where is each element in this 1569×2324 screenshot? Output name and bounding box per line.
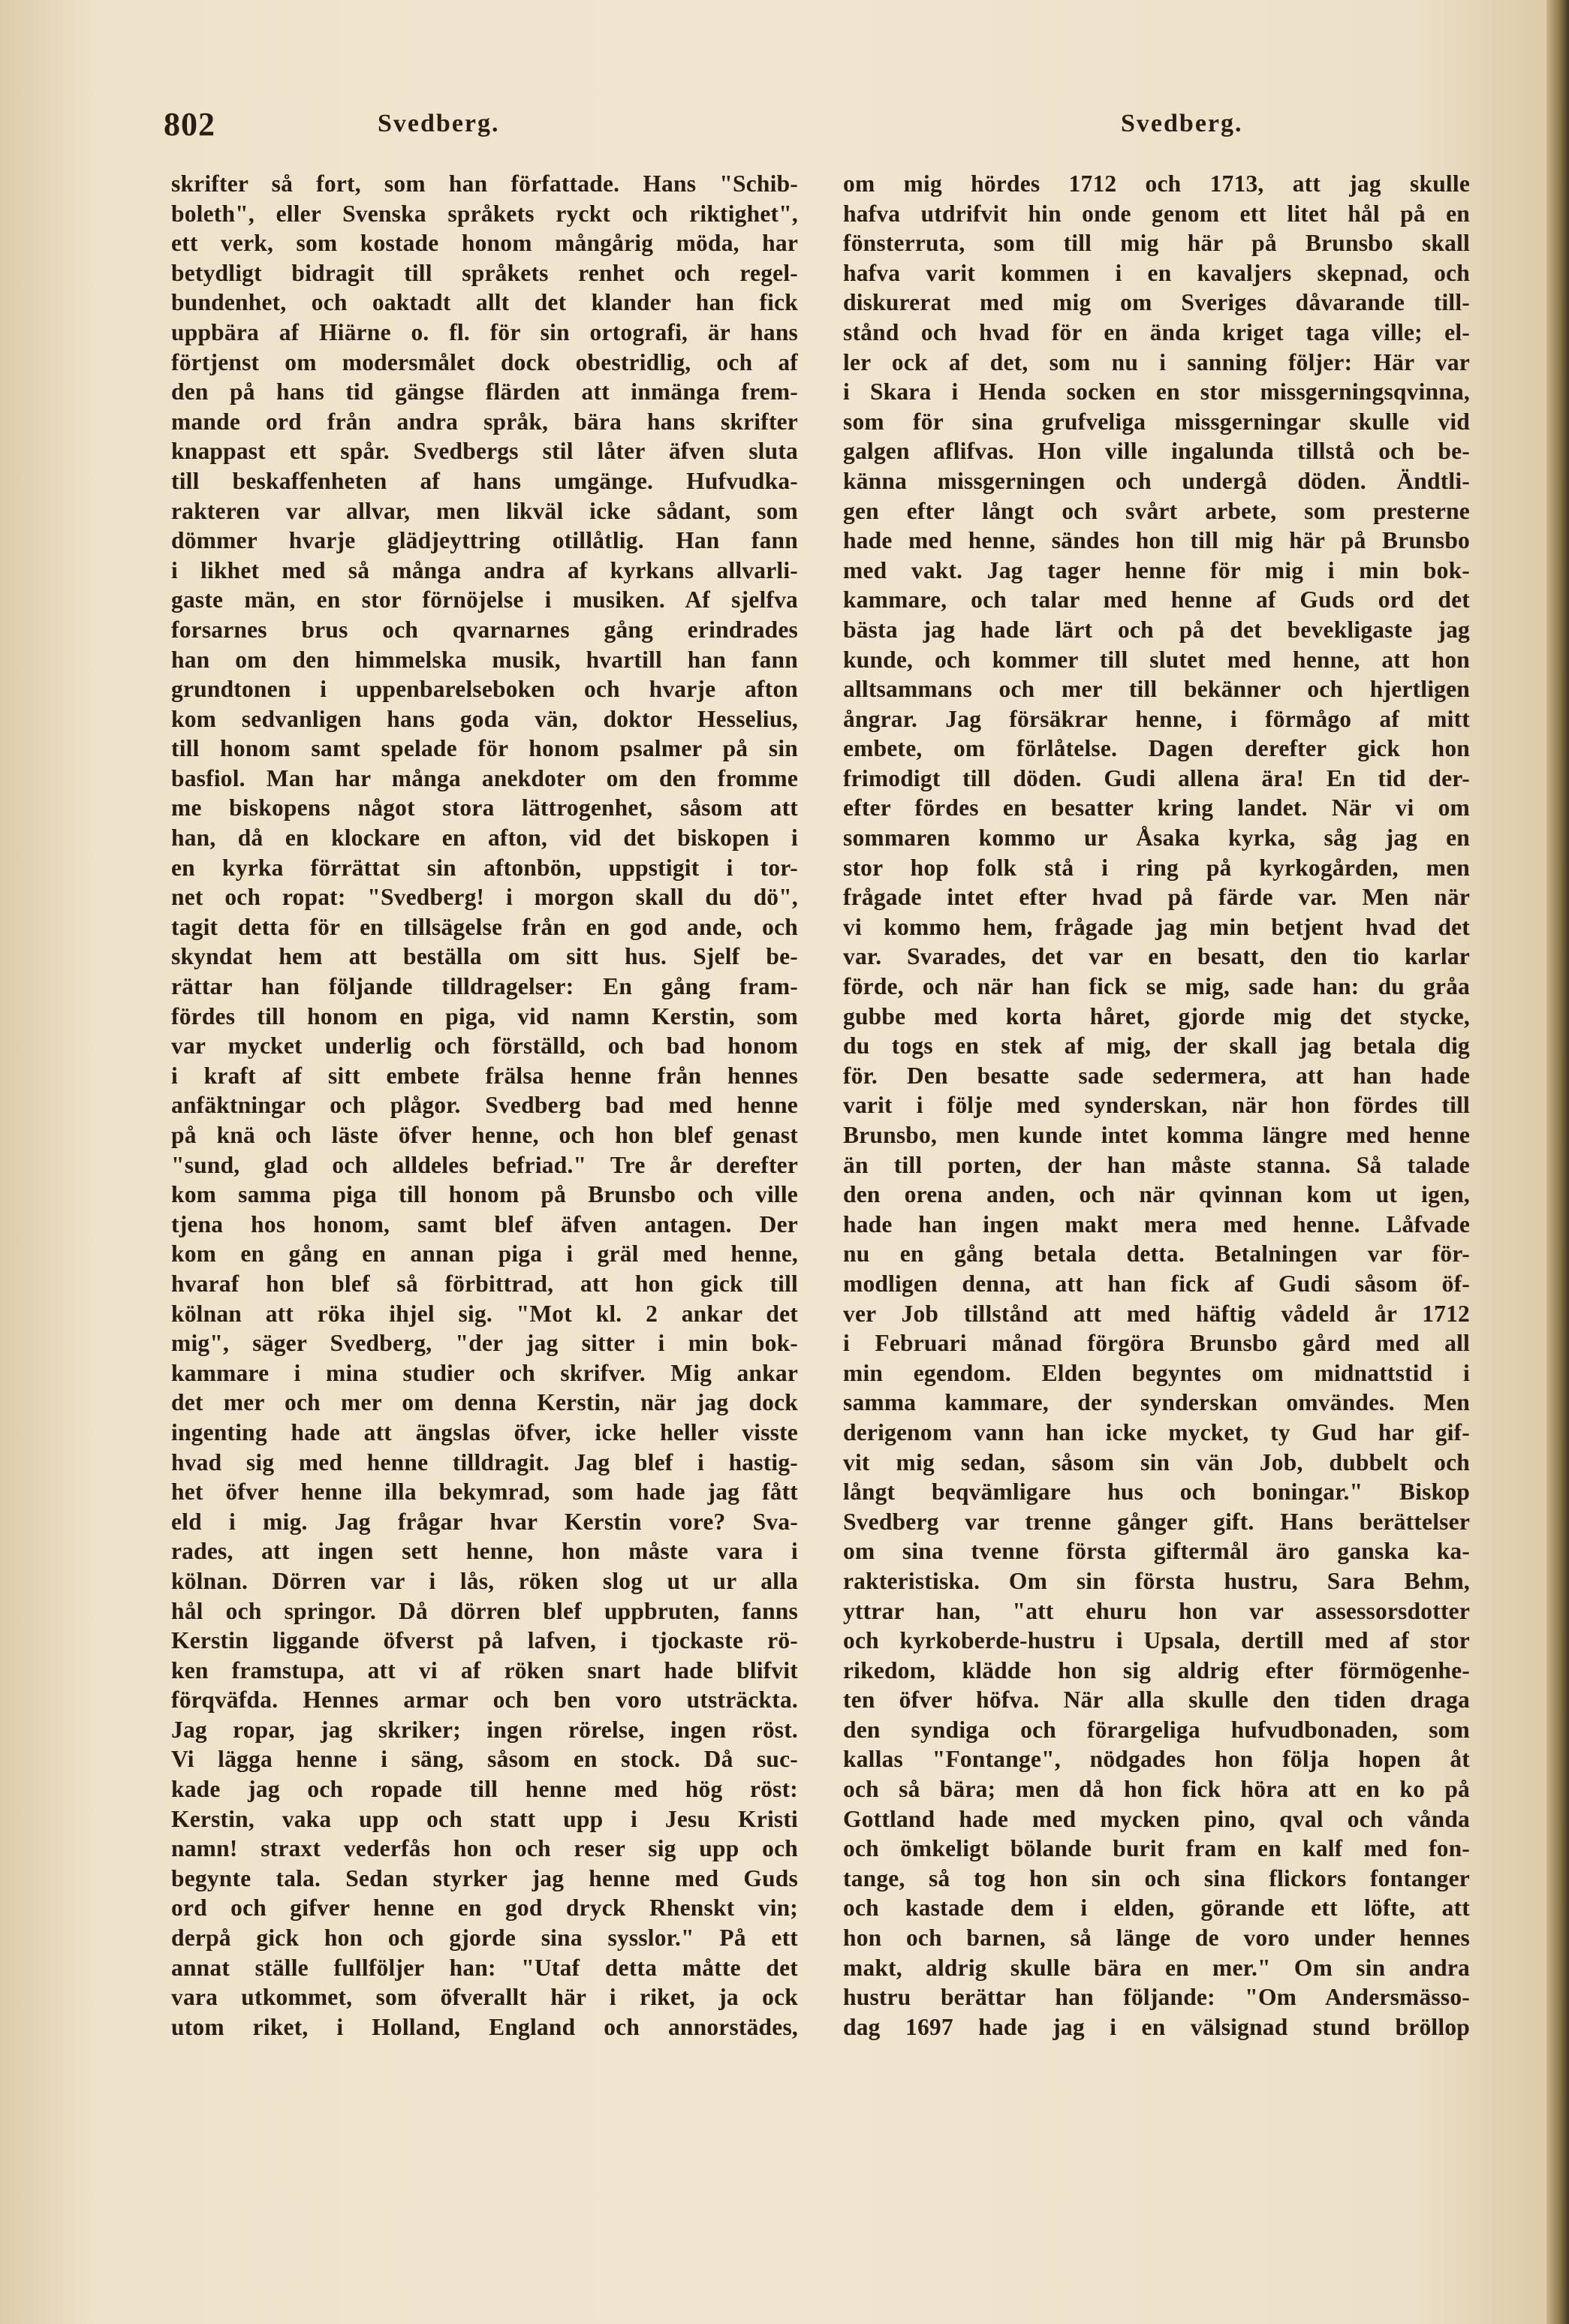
text-line: hustru berättar han följande: "Om Andersmässo- bbox=[843, 1984, 1470, 2011]
text-line: het öfver henne illa bekymrad, som hade jag fått bbox=[171, 1478, 798, 1506]
text-line: samma kammare, der synderskan omvändes. Men bbox=[843, 1389, 1470, 1416]
text-line: om mig hördes 1712 och 1713, att jag skulle bbox=[843, 170, 1470, 197]
text-line: frimodigt till döden. Gudi allena ära! En tid der- bbox=[843, 764, 1470, 791]
text-line: Brunsbo, men kunde intet komma längre med henne bbox=[843, 1122, 1470, 1148]
text-line: och kastade dem i elden, görande ett löfte, att bbox=[843, 1894, 1470, 1922]
text-line: modligen denna, att han fick af Gudi såsom öf- bbox=[843, 1270, 1470, 1297]
text-line: rakteren var allvar, men likväl icke sådant, som bbox=[171, 497, 798, 524]
text-line: långt beqvämligare hus och boningar." Biskop bbox=[843, 1478, 1470, 1506]
text-line: var mycket underlig och förställd, och bad honom bbox=[171, 1032, 798, 1060]
text-line: derigenom vann han icke mycket, ty Gud har gif- bbox=[843, 1418, 1470, 1445]
text-line: anfäktningar och plågor. Svedberg bad med henne bbox=[171, 1092, 798, 1119]
text-line: dömmer hvarje glädjeyttring otillåtlig. Han fann bbox=[171, 527, 798, 554]
text-line: vit mig sedan, såsom sin vän Job, dubbelt och bbox=[843, 1448, 1470, 1475]
text-line: ett verk, som kostade honom mångårig möda, har bbox=[171, 230, 798, 257]
text-line: i likhet med så många andra af kyrkans allvarli- bbox=[171, 556, 798, 583]
right-text-column bbox=[843, 169, 1470, 2042]
text-line: knappast ett spår. Svedbergs stil låter äfven sluta bbox=[171, 438, 798, 465]
text-line: rikedom, klädde hon sig aldrig efter förmögenhe- bbox=[843, 1656, 1470, 1683]
text-line: Gottland hade med mycken pino, qval och vånda bbox=[843, 1805, 1470, 1832]
text-line: kom samma piga till honom på Brunsbo och ville bbox=[171, 1181, 798, 1208]
text-line: med vakt. Jag tager henne för mig i min bok- bbox=[843, 556, 1470, 583]
text-line: eld i mig. Jag frågar hvar Kerstin vore? Sva- bbox=[171, 1508, 798, 1535]
text-line: hål och springor. Då dörren blef uppbruten, fanns bbox=[171, 1597, 798, 1624]
text-line: stor hop folk stå i ring på kyrkogården, men bbox=[843, 854, 1470, 881]
text-line: utom riket, i Holland, England och annorstädes, bbox=[171, 2013, 798, 2040]
text-line: ten öfver höfva. När alla skulle den tiden draga bbox=[843, 1686, 1470, 1714]
text-line: den orena anden, och när qvinnan kom ut igen, bbox=[843, 1181, 1470, 1208]
text-line: hade han ingen makt mera med henne. Låfvade bbox=[843, 1210, 1470, 1237]
text-line: i Skara i Henda socken en stor missgerningsqvinna, bbox=[843, 378, 1470, 405]
text-line: vi kommo hem, frågade jag min betjent hvad det bbox=[843, 913, 1470, 940]
text-line: som för sina grufveliga missgerningar skulle vid bbox=[843, 408, 1470, 435]
text-line: alltsammans och mer till bekänner och hjertligen bbox=[843, 676, 1470, 703]
text-line: på knä och läste öfver henne, och hon blef genast bbox=[171, 1122, 798, 1148]
text-line: boleth", eller Svenska språkets ryckt och riktighet", bbox=[171, 200, 798, 227]
text-line: derpå gick hon och gjorde sina sysslor." På ett bbox=[171, 1925, 798, 1952]
text-line: hafva utdrifvit hin onde genom ett litet hål på en bbox=[843, 200, 1470, 227]
running-head-right: Svedberg. bbox=[1121, 110, 1243, 137]
text-line: förtjenst om modersmålet dock obestridlig, och af bbox=[171, 348, 798, 375]
text-line: och så bära; men då hon fick höra att en ko på bbox=[843, 1776, 1470, 1803]
text-line: kunde, och kommer till slutet med henne, att hon bbox=[843, 646, 1470, 673]
text-line: embete, om förlåtelse. Dagen derefter gick hon bbox=[843, 735, 1470, 762]
text-line: begynte tala. Sedan styrker jag henne med Guds bbox=[171, 1864, 798, 1891]
text-line: varit i följe med synderskan, när hon fördes till bbox=[843, 1092, 1470, 1119]
text-line: Kerstin liggande öfverst på lafven, i tjockaste rö- bbox=[171, 1627, 798, 1654]
text-line: kammare, och talar med henne af Guds ord det bbox=[843, 586, 1470, 613]
text-line: ingenting hade att ängslas öfver, icke heller visste bbox=[171, 1418, 798, 1445]
text-line: hvad sig med henne tilldragit. Jag blef i hastig- bbox=[171, 1448, 798, 1475]
text-line: yttrar han, "att ehuru hon var assessorsdotter bbox=[843, 1597, 1470, 1624]
text-line: gaste män, en stor förnöjelse i musiken. Af sjelfva bbox=[171, 586, 798, 613]
text-line: fönsterruta, som till mig här på Brunsbo skall bbox=[843, 230, 1470, 257]
text-line: skrifter så fort, som han författade. Hans "Schib- bbox=[171, 170, 798, 197]
text-line: efter fördes en besatter kring landet. När vi om bbox=[843, 794, 1470, 821]
text-line: galgen aflifvas. Hon ville ingalunda tillstå och be- bbox=[843, 438, 1470, 465]
text-line: kade jag och ropade till henne med hög röst: bbox=[171, 1776, 798, 1803]
text-line: basfiol. Man har många anekdoter om den fromme bbox=[171, 764, 798, 791]
text-line: gen efter långt och svårt arbete, som presterne bbox=[843, 497, 1470, 524]
text-line: var. Svarades, det var en besatt, den tio karlar bbox=[843, 943, 1470, 970]
text-line: rakteristiska. Om sin första hustru, Sara Behm, bbox=[843, 1567, 1470, 1594]
text-line: grundtonen i uppenbarelseboken och hvarje afton bbox=[171, 676, 798, 703]
text-line: namn! straxt vederfås hon och reser sig upp och bbox=[171, 1835, 798, 1862]
text-line: dag 1697 hade jag i en välsignad stund bröllop bbox=[843, 2013, 1470, 2040]
text-line: Jag ropar, jag skriker; ingen rörelse, ingen röst. bbox=[171, 1716, 798, 1743]
text-line: för. Den besatte sade sedermera, att han hade bbox=[843, 1062, 1470, 1089]
left-text-column bbox=[171, 169, 798, 2042]
text-line: förde, och när han fick se mig, sade han: du gråa bbox=[843, 973, 1470, 1000]
text-line: bästa jag hade lärt och på det bevekligaste jag bbox=[843, 616, 1470, 643]
text-line: kom en gång en annan piga i gräl med henne, bbox=[171, 1240, 798, 1267]
text-line: ord och gifver henne en god dryck Rhenskt vin; bbox=[171, 1894, 798, 1922]
text-line: stånd och hvad för en ända kriget taga ville; el- bbox=[843, 318, 1470, 345]
text-line: ken framstupa, att vi af röken snart hade blifvit bbox=[171, 1656, 798, 1683]
text-line: Svedberg var trenne gånger gift. Hans berättelser bbox=[843, 1508, 1470, 1535]
text-line: mande ord från andra språk, bära hans skrifter bbox=[171, 408, 798, 435]
text-line: och ömkeligt bölande burit fram en kalf med fon- bbox=[843, 1835, 1470, 1862]
text-line: kölnan att röka ihjel sig. "Mot kl. 2 ankar det bbox=[171, 1300, 798, 1327]
text-line: om sina tvenne första giftermål äro ganska ka- bbox=[843, 1538, 1470, 1565]
text-line: han om den himmelska musik, hvartill han fann bbox=[171, 646, 798, 673]
text-line: än till porten, der han måste stanna. Så talade bbox=[843, 1151, 1470, 1178]
text-line: forsarnes brus och qvarnarnes gång erindrades bbox=[171, 616, 798, 643]
text-line: fördes till honom en piga, vid namn Kerstin, som bbox=[171, 1002, 798, 1029]
text-line: betydligt bidragit till språkets renhet och regel- bbox=[171, 259, 798, 286]
text-line: vara utkommet, som öfverallt här i riket, ja ock bbox=[171, 1984, 798, 2011]
text-line: bundenhet, och oaktadt allt det klander han fick bbox=[171, 289, 798, 316]
text-line: det mer och mer om denna Kerstin, när jag dock bbox=[171, 1389, 798, 1416]
text-line: hon och barnen, så länge de voro under hennes bbox=[843, 1925, 1470, 1952]
book-spine-edge bbox=[1546, 0, 1569, 2324]
text-line: kölnan. Dörren var i lås, röken slog ut ur alla bbox=[171, 1567, 798, 1594]
text-line: me biskopens något stora lättrogenhet, såsom att bbox=[171, 794, 798, 821]
text-line: känna missgerningen och undergå döden. Ändtli- bbox=[843, 467, 1470, 494]
text-line: ler ock af det, som nu i sanning följer: Här var bbox=[843, 348, 1470, 375]
text-line: ver Job tillstånd att med häftig vådeld år 1712 bbox=[843, 1300, 1470, 1327]
running-head-left: Svedberg. bbox=[378, 110, 500, 137]
text-line: makt, aldrig skulle bära en mer." Om sin andra bbox=[843, 1954, 1470, 1981]
text-line: förqväfda. Hennes armar och ben voro utsträckta. bbox=[171, 1686, 798, 1714]
text-line: "sund, glad och alldeles befriad." Tre år derefter bbox=[171, 1151, 798, 1178]
text-line: annat ställe fullföljer han: "Utaf detta måtte det bbox=[171, 1954, 798, 1981]
text-line: skyndat hem att beställa om sitt hus. Sjelf be- bbox=[171, 943, 798, 970]
page-header bbox=[164, 105, 1492, 158]
text-line: frågade intet efter hvad på färde var. Men när bbox=[843, 884, 1470, 911]
text-line: uppbära af Hiärne o. fl. för sin ortografi, är hans bbox=[171, 318, 798, 345]
text-line: tagit detta för en tillsägelse från en god ande, och bbox=[171, 913, 798, 940]
text-line: rättar han följande tilldragelser: En gång fram- bbox=[171, 973, 798, 1000]
text-line: tjena hos honom, samt blef äfven antagen. Der bbox=[171, 1210, 798, 1237]
text-line: diskurerat med mig om Sveriges dåvarande till- bbox=[843, 289, 1470, 316]
text-line: Vi lägga henne i säng, såsom en stock. Då suc- bbox=[171, 1746, 798, 1773]
text-line: i kraft af sitt embete frälsa henne från hennes bbox=[171, 1062, 798, 1089]
text-line: sommaren kommo ur Åsaka kyrka, såg jag en bbox=[843, 824, 1470, 852]
text-line: du togs en stek af mig, der skall jag betala dig bbox=[843, 1032, 1470, 1060]
text-line: hade med henne, sändes hon till mig här på Brunsbo bbox=[843, 527, 1470, 554]
text-line: rades, att ingen sett henne, hon måste vara i bbox=[171, 1538, 798, 1565]
text-line: kom sedvanligen hans goda vän, doktor Hesselius, bbox=[171, 705, 798, 732]
text-line: gubbe med korta håret, gjorde mig det stycke, bbox=[843, 1002, 1470, 1029]
text-line: i Februari månad förgöra Brunsbo gård med all bbox=[843, 1330, 1470, 1357]
text-line: han, då en klockare en afton, vid det biskopen i bbox=[171, 824, 798, 852]
text-line: nu en gång betala detta. Betalningen var för- bbox=[843, 1240, 1470, 1267]
text-line: och kyrkoberde-hustru i Upsala, dertill med af stor bbox=[843, 1627, 1470, 1654]
text-line: Kerstin, vaka upp och statt upp i Jesu Kristi bbox=[171, 1805, 798, 1832]
text-line: till beskaffenheten af hans umgänge. Hufvudka- bbox=[171, 467, 798, 494]
text-line: net och ropat: "Svedberg! i morgon skall du dö", bbox=[171, 884, 798, 911]
text-line: min egendom. Elden begyntes om midnattstid i bbox=[843, 1359, 1470, 1386]
text-line: till honom samt spelade för honom psalmer på sin bbox=[171, 735, 798, 762]
text-line: mig", säger Svedberg, "der jag sitter i min bok- bbox=[171, 1330, 798, 1357]
text-line: en kyrka förrättat sin aftonbön, uppstigit i tor- bbox=[171, 854, 798, 881]
text-line: ångrar. Jag försäkrar henne, i förmågo af mitt bbox=[843, 705, 1470, 732]
text-line: kammare i mina studier och skrifver. Mig ankar bbox=[171, 1359, 798, 1386]
page-number: 802 bbox=[164, 106, 215, 143]
text-line: hafva varit kommen i en kavaljers skepnad, och bbox=[843, 259, 1470, 286]
text-line: den syndiga och förargeliga hufvudbonaden, som bbox=[843, 1716, 1470, 1743]
text-line: hvaraf hon blef så förbittrad, att hon gick till bbox=[171, 1270, 798, 1297]
text-line: kallas "Fontange", nödgades hon följa hopen åt bbox=[843, 1746, 1470, 1773]
text-line: den på hans tid gängse flärden att inmänga frem- bbox=[171, 378, 798, 405]
text-line: tange, så tog hon sin och sina flickors fontanger bbox=[843, 1864, 1470, 1891]
